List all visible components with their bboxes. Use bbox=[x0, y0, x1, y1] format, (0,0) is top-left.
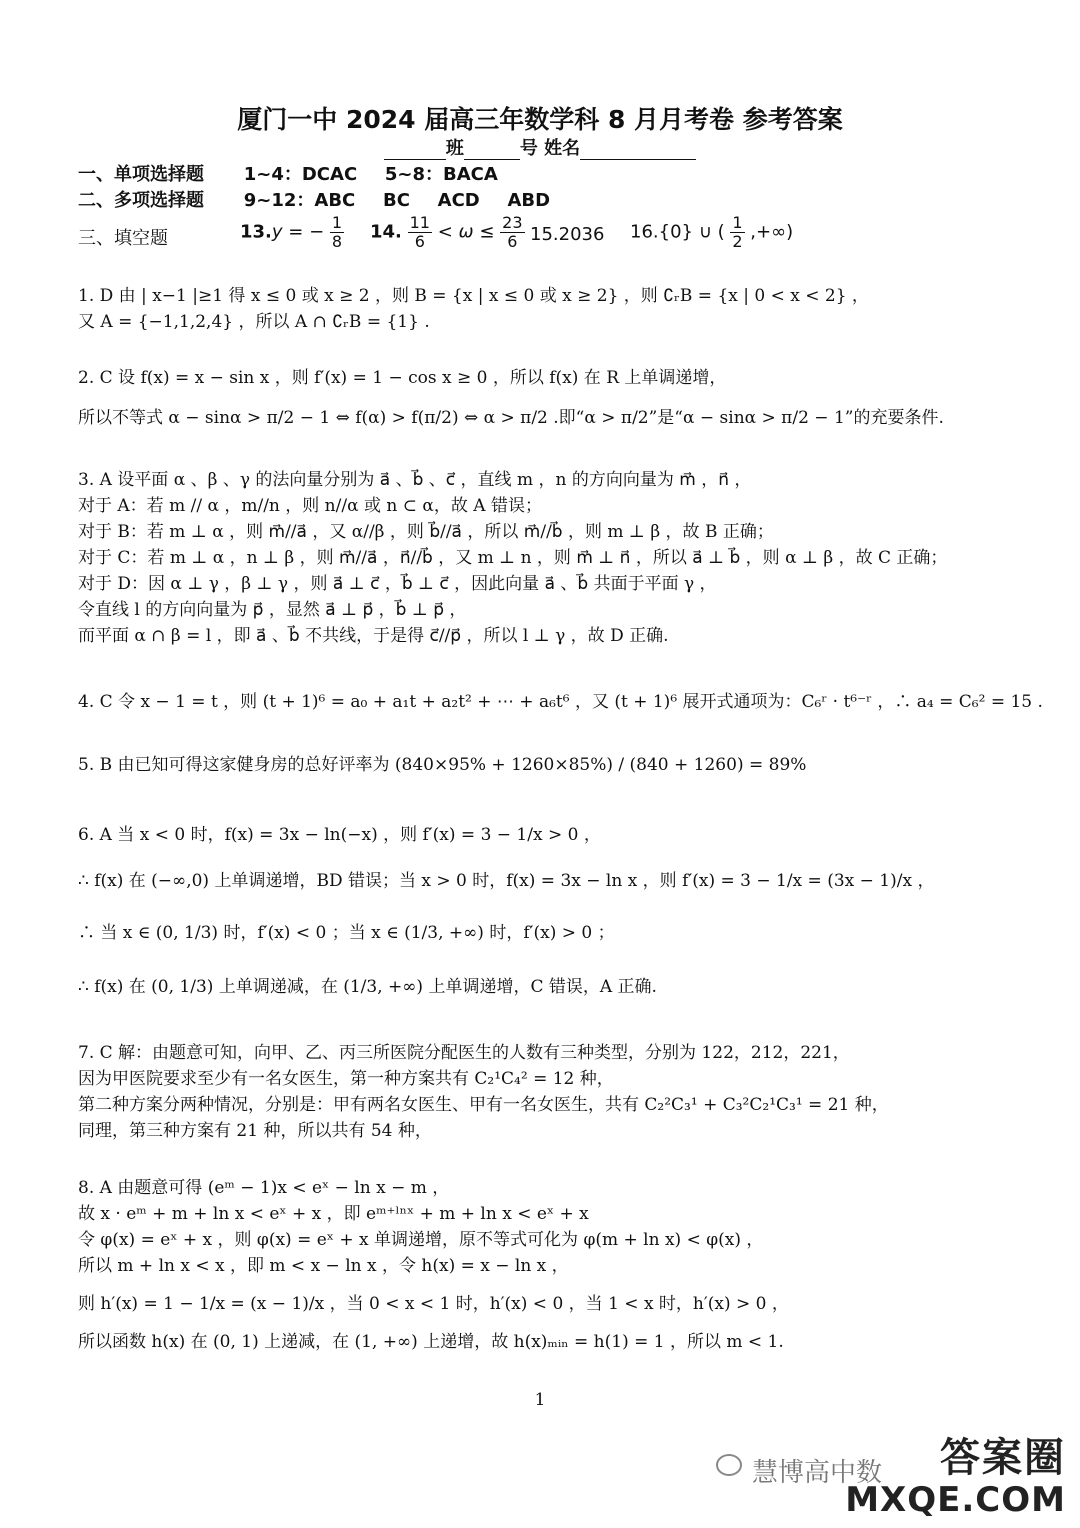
solution-1 bbox=[78, 283, 1008, 335]
solution-line: 对于 D：因 α ⊥ γ ，β ⊥ γ ，则 a⃗ ⊥ c⃗ ，b⃗ ⊥ c⃗ ，因此向量 a⃗ 、b⃗ 共面于平面 γ ， bbox=[78, 574, 717, 594]
solution-line: 3. A 设平面 α 、β 、γ 的法向量分别为 a⃗ 、b⃗ 、c⃗ ，直线 m ，n 的方向向量为 m⃗ ，n⃗ ， bbox=[78, 470, 752, 490]
student-info-line bbox=[0, 134, 1080, 160]
solution-line: 因为甲医院要求至少有一名女医生，第一种方案共有 C₂¹C₄² = 12 种， bbox=[78, 1069, 614, 1089]
denominator: 6 bbox=[414, 232, 425, 251]
watermark-logo: 答案圈 bbox=[940, 1435, 1066, 1481]
solution-line: ∴ f(x) 在 (0, 1/3) 上单调递减，在 (1/3, +∞) 上单调递增，C 错误，A 正确. bbox=[78, 977, 657, 997]
solution-5 bbox=[78, 752, 1008, 778]
q-number: 13. bbox=[240, 221, 272, 243]
numerator: 11 bbox=[409, 213, 430, 232]
class-label: 班 bbox=[445, 138, 464, 159]
denominator: 6 bbox=[507, 232, 518, 251]
solution-4 bbox=[78, 689, 1043, 715]
solution-line: 则 h′(x) = 1 − 1/x = (x − 1)/x ，当 0 < x < 1 时，h′(x) < 0 ，当 1 < x 时，h′(x) > 0 ， bbox=[78, 1294, 789, 1314]
answer-group: ACD bbox=[437, 190, 480, 211]
solution-line: 又 A = {−1,1,2,4} ，所以 A ∩ ∁ᵣB = {1} . bbox=[78, 312, 430, 332]
expr: ,+∞) bbox=[750, 221, 794, 243]
solution-6 bbox=[78, 822, 1008, 1000]
solution-3 bbox=[78, 467, 1008, 649]
answer-14 bbox=[370, 214, 525, 251]
q-number: 14. bbox=[370, 221, 402, 243]
solution-line: 令直线 l 的方向向量为 p⃗ ，显然 a⃗ ⊥ p⃗ ，b⃗ ⊥ p⃗ ， bbox=[78, 600, 467, 620]
denominator: 2 bbox=[732, 232, 743, 251]
solution-line: 6. A 当 x < 0 时，f(x) = 3x − ln(−x) ，则 f′(x) = 3 − 1/x > 0 ， bbox=[78, 825, 601, 845]
page-title: 厦门一中 2024 届高三年数学科 8 月月考卷 参考答案 bbox=[237, 105, 843, 134]
section-label: 三、填空题 bbox=[78, 228, 168, 249]
solution-line: 2. C 设 f(x) = x − sin x ，则 f′(x) = 1 − cos x ≥ 0 ，所以 f(x) 在 R 上单调递增， bbox=[78, 368, 727, 388]
name-blank[interactable] bbox=[580, 141, 696, 160]
expr: 16.{0} ∪ ( bbox=[630, 221, 725, 243]
solution-line: 故 x · eᵐ + m + ln x < eˣ + x ，即 eᵐ⁺ˡⁿˣ + m + ln x < eˣ + x bbox=[78, 1204, 589, 1224]
answer-group: BC bbox=[382, 190, 410, 211]
watermark-text: 慧博高中数 bbox=[752, 1458, 883, 1488]
solution-line: 对于 A：若 m // α ，m//n ，则 n//α 或 n ⊂ α，故 A 错误； bbox=[78, 496, 542, 516]
answer-group: 9~12：ABC bbox=[243, 190, 356, 211]
answer-16 bbox=[630, 214, 793, 251]
class-blank[interactable] bbox=[384, 141, 446, 160]
fraction bbox=[730, 214, 744, 251]
solution-line: ∴ 当 x ∈ (0, 1/3) 时，f′(x) < 0 ；当 x ∈ (1/3, +∞) 时，f′(x) > 0 ； bbox=[78, 923, 615, 943]
number-name-label: 号 姓名 bbox=[519, 138, 581, 159]
numerator: 1 bbox=[331, 213, 343, 232]
number-blank[interactable] bbox=[464, 141, 520, 160]
solution-line: 7. C 解：由题意可知，向甲、乙、丙三所医院分配医生的人数有三种类型，分别为 122，212，221， bbox=[78, 1043, 850, 1063]
section-label: 一、单项选择题 bbox=[78, 164, 204, 185]
numerator: 1 bbox=[732, 213, 743, 232]
solution-line: 第二种方案分两种情况，分别是：甲有两名女医生、甲有一名女医生，共有 C₂²C₃¹ + C₃²C₂¹C₃¹ = 21 种， bbox=[78, 1095, 889, 1115]
answer-group: 1~4：DCAC bbox=[243, 164, 358, 185]
solution-line: 所以 m + ln x < x ，即 m < x − ln x ，令 h(x) = x − ln x ， bbox=[78, 1256, 569, 1276]
answer-group: 5~8：BACA bbox=[384, 164, 498, 185]
answer-13 bbox=[240, 214, 344, 251]
fraction bbox=[330, 214, 344, 251]
multi-choice-answers bbox=[78, 186, 572, 212]
solution-line: 而平面 α ∩ β = l ，即 a⃗ 、b⃗ 不共线，于是得 c⃗//p⃗ ，所以 l ⊥ γ ，故 D 正确. bbox=[78, 626, 669, 646]
solution-line: 对于 C：若 m ⊥ α ，n ⊥ β ，则 m⃗//a⃗ ，n⃗//b⃗ ，又 m ⊥ n ，则 m⃗ ⊥ n⃗ ，所以 a⃗ ⊥ b⃗ ，则 α ⊥ β ，故 C 正确； bbox=[78, 548, 948, 568]
solution-line: ∴ f(x) 在 (−∞,0) 上单调递增，BD 错误；当 x > 0 时，f(x) = 3x − ln x ，则 f′(x) = 3 − 1/x = (3x − 1)/x ， bbox=[78, 871, 935, 891]
fraction bbox=[500, 214, 524, 251]
solution-line: 对于 B：若 m ⊥ α ，则 m⃗//a⃗ ，又 α//β ，则 b⃗//a⃗ ，所以 m⃗//b⃗ ，则 m ⊥ β ，故 B 正确； bbox=[78, 522, 774, 542]
solution-line: 1. D 由 | x−1 |≥1 得 x ≤ 0 或 x ≥ 2 ，则 B = {x | x ≤ 0 或 x ≥ 2} ，则 ∁ᵣB = {x | 0 < x < 2} ， bbox=[78, 286, 869, 306]
watermark bbox=[742, 1426, 1072, 1526]
answer-group: ABD bbox=[507, 190, 551, 211]
watermark-url: MXQE.COM bbox=[845, 1480, 1066, 1520]
fill-in-answers bbox=[78, 212, 998, 260]
page-number: 1 bbox=[534, 1390, 546, 1410]
answer-15: 15.2036 bbox=[530, 224, 605, 245]
wechat-icon bbox=[716, 1454, 742, 1476]
solution-line: 同理，第三种方案有 21 种，所以共有 54 种， bbox=[78, 1121, 432, 1141]
solution-7 bbox=[78, 1040, 1008, 1144]
denominator: 8 bbox=[331, 232, 343, 251]
section-label: 二、多项选择题 bbox=[78, 190, 204, 211]
numerator: 23 bbox=[502, 213, 523, 232]
expr: < ω ≤ bbox=[437, 221, 495, 243]
solution-2 bbox=[78, 365, 1008, 431]
solution-8 bbox=[78, 1175, 1008, 1355]
solution-line: 令 φ(x) = eˣ + x ，则 φ(x) = eˣ + x 单调递增，原不等式可化为 φ(m + ln x) < φ(x) ， bbox=[78, 1230, 764, 1250]
solution-line: 8. A 由题意可得 (eᵐ − 1)x < eˣ − ln x − m ， bbox=[78, 1178, 450, 1198]
solution-line: 所以不等式 α − sinα > π/2 − 1 ⇔ f(α) > f(π/2) ⇔ α > π/2 .即“α > π/2”是“α − sinα > π/2 − 1”的充要条件. bbox=[78, 408, 944, 428]
fraction bbox=[408, 214, 432, 251]
solution-line: 4. C 令 x − 1 = t ，则 (t + 1)⁶ = a₀ + a₁t + a₂t² + ⋯ + a₆t⁶ ，又 (t + 1)⁶ 展开式通项为：C₆ʳ · t⁶⁻ʳ ，∴ a₄ = C₆² = 15 . bbox=[78, 692, 1043, 712]
single-choice-answers bbox=[78, 160, 520, 186]
expr: y = − bbox=[271, 221, 325, 243]
solution-line: 所以函数 h(x) 在 (0, 1) 上递减，在 (1, +∞) 上递增，故 h(x)ₘᵢₙ = h(1) = 1 ，所以 m < 1. bbox=[78, 1332, 784, 1352]
solution-line: 5. B 由已知可得这家健身房的总好评率为 (840×95% + 1260×85%) / (840 + 1260) = 89% bbox=[78, 755, 807, 775]
